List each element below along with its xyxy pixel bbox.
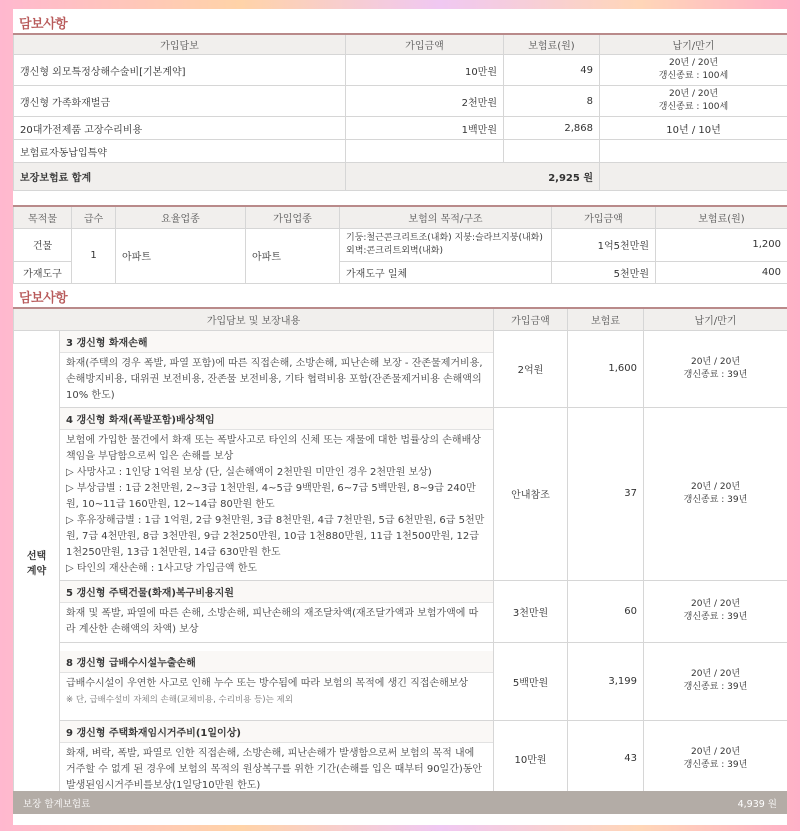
coverage-item [60, 407, 494, 580]
insured-object-table [13, 205, 787, 284]
col-header-amount: 가입금액 [494, 308, 568, 330]
coverage-item-desc: 화재, 벼락, 폭발, 파열로 인한 직접손해, 소방손해, 피난손해가 발생함으로써 보험의 목적 내에 거주할 수 없게 된 경우에 보험의 목적의 원상복구를 위한 기간(손해를 입은 때부터 90일간)동안 발생된임시거주비를보상(1일당10만원 한도) [66, 747, 483, 791]
term-period: 20년 / 20년 [690, 356, 741, 367]
term-period: 20년 / 20년 [668, 58, 719, 68]
coverage-summary-table [13, 33, 787, 191]
coverage-item-title: 8 갱신형 급배수시설누출손해 [60, 651, 493, 673]
coverage-item-desc [60, 673, 493, 711]
total-value: 2,925 원 [346, 163, 600, 191]
table-row [14, 642, 788, 720]
item-premium: 43 [568, 720, 644, 797]
col-header-premium: 보험료(원) [656, 206, 788, 228]
coverage-item [60, 580, 494, 642]
table-row [14, 407, 788, 580]
item-amount: 3천만원 [494, 580, 568, 642]
coverage-name: 갱신형 외모특정상해수술비[기본계약] [14, 55, 346, 86]
table-header-row [14, 308, 788, 330]
group-label-text: 선택 계약 [26, 550, 47, 577]
coverage-item-desc: 화재(주택의 경우 폭발, 파열 포함)에 따른 직접손해, 소방손해, 피난손해 보장 - 잔존물제거비용, 손해방지비용, 대위권 보전비용, 잔존물 보전비용, 기타 협력비용 포함(잔존물제거비용 손해액의10% 한도) [66, 357, 483, 401]
coverage-term [600, 55, 788, 86]
section-title-coverage-2: 담보사항 [19, 291, 68, 306]
col-header-structure: 보험의 목적/구조 [340, 206, 552, 228]
term-renewal: 갱신종료 : 39년 [683, 369, 748, 380]
item-amount: 10만원 [494, 720, 568, 797]
item-amount: 5백만원 [494, 642, 568, 720]
term-renewal: 갱신종료 : 39년 [683, 682, 748, 692]
grand-total-bar [13, 791, 787, 814]
total-empty [600, 163, 788, 191]
col-header-amount: 가입금액 [552, 206, 656, 228]
col-header-coverage: 가입담보 [14, 34, 346, 55]
coverage-item-title: 4 갱신형 화재(폭발포함)배상책임 [60, 408, 493, 430]
item-term [644, 642, 788, 720]
join-type-value: 아파트 [246, 228, 340, 283]
col-header-grade: 급수 [72, 206, 116, 228]
coverage-premium [504, 140, 600, 163]
item-term [644, 330, 788, 407]
object-premium: 400 [656, 261, 788, 283]
col-header-object: 목적물 [14, 206, 72, 228]
coverage-item-title: 3 갱신형 화재손해 [60, 331, 493, 353]
structure-value: 가재도구 일체 [340, 261, 552, 283]
section-title-coverage-1: 담보사항 [19, 17, 68, 32]
coverage-premium: 8 [504, 86, 600, 117]
table-header-row [14, 34, 788, 55]
item-term [644, 580, 788, 642]
coverage-item [60, 720, 494, 797]
term-renewal: 갱신종료 : 39년 [683, 759, 748, 770]
optional-coverage-table [13, 307, 787, 798]
coverage-term: 10년 / 10년 [600, 117, 788, 140]
col-header-amount: 가입금액 [346, 34, 504, 55]
term-renewal: 갱신종료 : 100세 [658, 71, 729, 81]
col-header-premium: 보험료 [568, 308, 644, 330]
coverage-name: 보험료자동납입특약 [14, 140, 346, 163]
coverage-item-title: 9 갱신형 주택화재임시거주비(1일이상) [60, 721, 493, 743]
coverage-item-note: ※ 단, 급배수설비 자체의 손해(교체비용, 수리비용 등)는 제외 [66, 695, 293, 705]
item-premium: 3,199 [568, 642, 644, 720]
coverage-item [60, 642, 494, 720]
term-renewal: 갱신종료 : 100세 [658, 102, 729, 112]
object-amount: 1억5천만원 [552, 228, 656, 261]
coverage-item-title: 5 갱신형 주택건물(화재)복구비용지원 [60, 581, 493, 603]
term-period: 20년 / 20년 [668, 89, 719, 99]
object-amount: 5천만원 [552, 261, 656, 283]
coverage-item-desc-text: 급배수시설이 우연한 사고로 인해 누수 또는 방수됨에 따라 보험의 목적에 생긴 직접손해보상 [66, 678, 469, 689]
term-period: 20년 / 20년 [690, 669, 741, 679]
coverage-premium: 2,868 [504, 117, 600, 140]
table-row [14, 228, 788, 261]
group-label-optional [14, 330, 60, 797]
col-header-coverage-detail: 가입담보 및 보장내용 [14, 308, 494, 330]
structure-value: 기둥:철근콘크리트조(내화) 지붕:슬라브지붕(내화) 외벽:콘크리트외벽(내화) [340, 228, 552, 261]
term-renewal: 갱신종료 : 39년 [683, 494, 748, 505]
table-header-row [14, 206, 788, 228]
term-renewal: 갱신종료 : 39년 [683, 612, 748, 622]
table-row [14, 720, 788, 797]
coverage-item-desc: 화재 및 폭발, 파열에 따른 손해, 소방손해, 피난손해의 재조달차액(재조달가액과 보험가액에 따라 계산한 손해액의 차액) 보상 [66, 608, 479, 635]
coverage-term [600, 140, 788, 163]
document-page [13, 9, 787, 825]
term-period: 20년 / 20년 [690, 599, 741, 609]
item-term [644, 407, 788, 580]
table-row [14, 330, 788, 407]
coverage-name: 갱신형 가족화재벌금 [14, 86, 346, 117]
coverage-amount: 1백만원 [346, 117, 504, 140]
item-premium: 37 [568, 407, 644, 580]
coverage-amount: 10만원 [346, 55, 504, 86]
rate-type-value: 아파트 [116, 228, 246, 283]
item-premium: 60 [568, 580, 644, 642]
item-premium: 1,600 [568, 330, 644, 407]
term-period: 20년 / 20년 [690, 481, 741, 492]
item-term [644, 720, 788, 797]
item-amount: 안내참조 [494, 407, 568, 580]
table-row [14, 55, 788, 86]
object-name: 가재도구 [14, 261, 72, 283]
coverage-term [600, 86, 788, 117]
coverage-item [60, 330, 494, 407]
col-header-term: 납기/만기 [644, 308, 788, 330]
total-row [14, 163, 788, 191]
table-row [14, 580, 788, 642]
coverage-amount: 2천만원 [346, 86, 504, 117]
object-name: 건물 [14, 228, 72, 261]
grade-value: 1 [72, 228, 116, 283]
col-header-join-type: 가입업종 [246, 206, 340, 228]
coverage-amount [346, 140, 504, 163]
coverage-premium: 49 [504, 55, 600, 86]
object-premium: 1,200 [656, 228, 788, 261]
item-amount: 2억원 [494, 330, 568, 407]
term-period: 20년 / 20년 [690, 746, 741, 757]
grand-total-label: 보장 합계보험료 [23, 798, 91, 810]
table-row [14, 86, 788, 117]
table-row [14, 140, 788, 163]
coverage-item-desc: 보험에 가입한 물건에서 화재 또는 폭발사고로 타인의 신체 또는 재물에 대한 법률상의 손해배상책임을 부담함으로써 입은 손해를 보상 ▷ 사망사고 : 1인당 1억원 보상 (단, 실손해액이 2천만원 미만인 경우 2천만원 보상) ▷ 부상급별 : 1급 2천만원, 2~3급 1천만원, 4~5급 9백만원, 6~7급 5백만원, 8~9급 240만원, 10~11급 160만원, 12~14급 80만원 한도 ▷ 후유장해급별 : 1급 1억원, 2급 9천만원, 3급 8천만원, 4급 7천만원, 5급 6천만원, 6급 5천만원, 7급 4천만원, 8급 3천만원, 9급 2천250만원, 10급 1천880만원, 11급 1천500만원, 12급 1천250만원, 13급 1천만원, 14급 630만원 한도 ▷ 타인의 재산손해 : 1사고당 가입금액 한도 [66, 434, 485, 574]
grand-total-value: 4,939 원 [737, 798, 777, 810]
table-row [14, 117, 788, 140]
col-header-term: 납기/만기 [600, 34, 788, 55]
coverage-name: 20대가전제품 고장수리비용 [14, 117, 346, 140]
col-header-premium: 보험료(원) [504, 34, 600, 55]
total-label: 보장보험료 합계 [14, 163, 346, 191]
col-header-rate-type: 요율업종 [116, 206, 246, 228]
